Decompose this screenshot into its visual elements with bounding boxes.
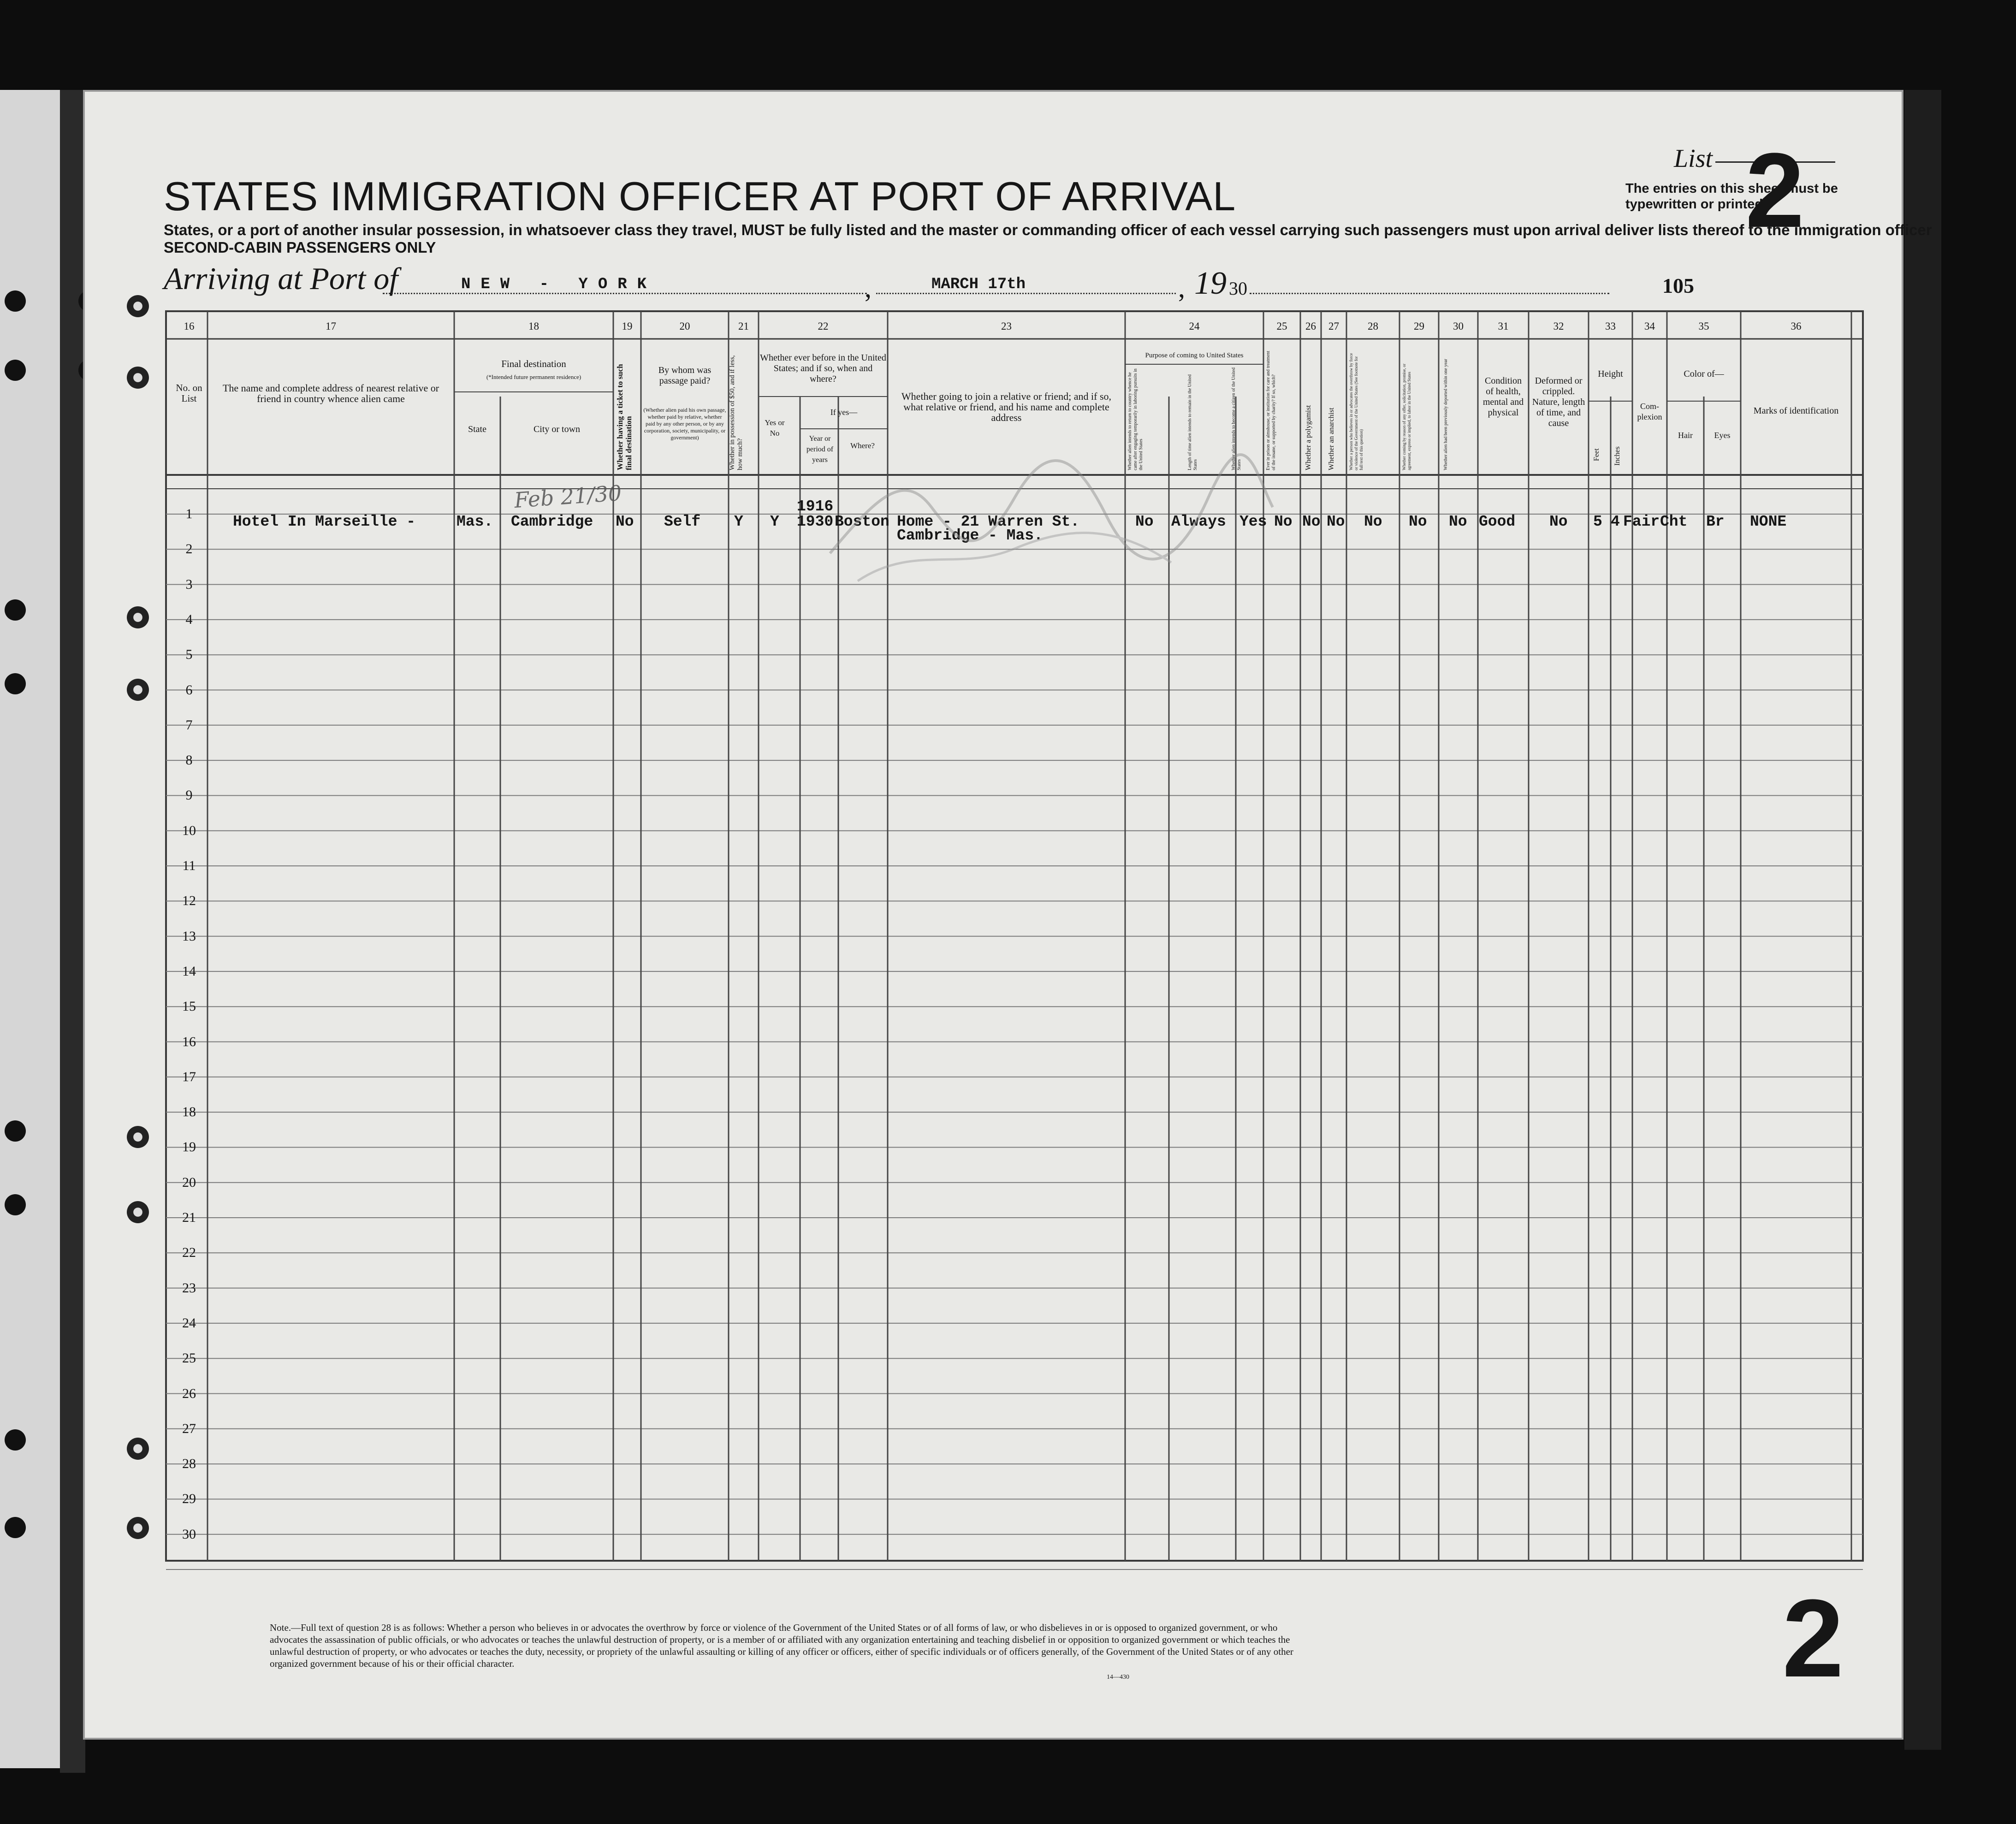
header-joining-relative: Whether going to join a relative or friend; and if so, what relative or friend, and his name and complete address (901, 391, 1112, 423)
column-number: 30 (1453, 320, 1464, 332)
row-number: 10 (182, 823, 196, 838)
column-number: 29 (1414, 320, 1424, 332)
form-code: 14—430 (1107, 1674, 1129, 1681)
corner-list-number: 2 (1782, 1576, 1844, 1700)
header-passage-paid: By whom was passage paid? (658, 365, 712, 386)
header-state: State (468, 424, 486, 434)
cell-joining-line1: Home - 21 Warren St. (897, 513, 1080, 530)
form-title: STATES IMMIGRATION OFFICER AT PORT OF ARRIVAL (164, 173, 1236, 219)
cell-polygamist: No (1302, 513, 1321, 530)
column-number: 23 (1001, 320, 1012, 332)
header-ever-before: Whether ever before in the United States; and if so, when and where? (760, 353, 886, 384)
arrival-port: NEW - YORK (461, 276, 657, 293)
typewritten-note: The entries on this sheet must be typewritten or printed. (1625, 181, 1838, 212)
column-number: 20 (679, 320, 690, 332)
header-inches: Inches (1613, 446, 1621, 466)
header-deformed: Deformed or crippled. Nature, length of time, and cause (1532, 376, 1585, 428)
column-number: 24 (1189, 320, 1200, 332)
row-number: 16 (182, 1034, 196, 1049)
cell-year-2: 1930 (797, 513, 834, 530)
header-color-of: Color of— (1684, 369, 1724, 379)
footnote-question-28: Note.—Full text of question 28 is as follows: Whether a person who believes in or advocates the overthrow by force or violence of the Government of the United States or of all forms of law, or who disbelieves in or is opposed to organized government, or who advocates the assassination of public officials, or who advocates or teaches the unlawful destruction of property, or is a member of or affiliated with any organization entertaining and teaching disbelief in or opposition to organized government or which teaches the unlawful destruction of property, or who advocates or teaches the duty, necessity, or propriety of the unlawful assaulting or killing of any officer or officers, either of specific individuals or of officers generally, of the Government of the United States or of any other organized government because of his or their official character. (270, 1622, 1293, 1669)
column-number: 35 (1698, 320, 1709, 332)
row-number: 23 (182, 1280, 196, 1296)
header-anarchist: Whether an anarchist (1328, 408, 1335, 470)
header-q30: Whether alien had been previously deported within one year (1443, 359, 1448, 470)
header-complexion: Com- plexion (1637, 402, 1662, 421)
header-year-period: Year or period of years (806, 435, 834, 464)
cell-condition: Good (1479, 513, 1516, 530)
row-number: 9 (185, 788, 193, 803)
header-prison: Ever in prison or almshouse, or institution for care and treatment of the insane, or supported by charity? If so, which? (1266, 350, 1276, 470)
arrival-date: MARCH 17th (931, 276, 1026, 293)
row-number: 2 (185, 541, 193, 557)
cell-deformed: No (1549, 513, 1568, 530)
cell-joining-line2: Cambridge - Mas. (897, 527, 1043, 544)
row-number: 25 (182, 1350, 196, 1366)
row-number: 14 (182, 963, 196, 979)
header-eyes: Eyes (1714, 431, 1731, 440)
row-number: 19 (182, 1139, 196, 1155)
column-number: 31 (1498, 320, 1509, 332)
cell-ever-before: Y (770, 513, 779, 530)
cell-ticket: No (616, 513, 634, 530)
header-become-citizen: Whether alien intends to become a citizen of the United States (1231, 367, 1242, 470)
row-number: 3 (185, 576, 193, 592)
cell-city: Cambridge (511, 513, 593, 530)
cell-inches: 4 (1611, 513, 1620, 530)
header-no-on-list: No. on List (176, 382, 202, 404)
header-feet: Feet (1593, 448, 1601, 461)
cell-hair: Cht (1660, 513, 1688, 530)
cell-q30: No (1449, 513, 1467, 530)
list-number: 2 (1745, 131, 1804, 249)
cell-where: Boston (835, 513, 889, 530)
list-label: List (1674, 144, 1713, 173)
column-number: 17 (326, 320, 336, 332)
cell-q29: No (1409, 513, 1427, 530)
row-number: 15 (182, 999, 196, 1014)
column-number: 36 (1791, 320, 1802, 332)
header-hair: Hair (1678, 431, 1693, 440)
row-number: 4 (185, 611, 193, 627)
row-number: 7 (185, 717, 193, 733)
column-number: 16 (184, 320, 195, 332)
row-number: 28 (182, 1456, 196, 1472)
faint-handwriting-scribble (821, 443, 1282, 599)
cell-prison: No (1274, 513, 1293, 530)
cell-passage-paid: Self (664, 513, 701, 530)
header-q29: Whether coming by reason of any offer, solicitation, promise, or agreement, express or implied, to labor in the United States (1402, 363, 1411, 470)
row-number: 6 (185, 682, 193, 698)
cell-state: Mas. (457, 513, 493, 530)
cell-eyes: Br (1706, 513, 1725, 530)
header-nearest-relative: The name and complete address of nearest relative or friend in country whence alien came (222, 382, 439, 404)
header-condition: Condition of health, mental and physical (1482, 376, 1524, 418)
row-number: 8 (185, 752, 193, 768)
cell-possession-50: Y (734, 513, 743, 530)
column-number: 32 (1553, 320, 1564, 332)
instruction-text: States, or a port of another insular possession, in whatsoever class they travel, MUST be fully listed and the master or commanding officer of each vessel carrying such passengers must upon arrival deliver lists thereof to the immigration officer (164, 221, 1932, 238)
row-number: 30 (182, 1526, 196, 1542)
cell-length-of-time: Always (1171, 513, 1226, 530)
page-number: 105 (1662, 274, 1694, 297)
row-number: 22 (182, 1245, 196, 1261)
header-possession-50: Whether in possession of $50, and if less, how much? (729, 355, 744, 470)
row-number: 24 (182, 1315, 196, 1331)
column-number: 28 (1368, 320, 1378, 332)
header-marks: Marks of identification (1753, 406, 1839, 416)
header-q28: Whether a person who believes in or advocates the overthrow by force or violence of the Government of the United States (See footnote for full text of this question) (1349, 353, 1364, 470)
cell-nearest-relative: Hotel In Marseille - (233, 513, 416, 530)
header-where: Where? (850, 441, 875, 450)
row-number: 11 (182, 858, 196, 873)
row-number: 20 (182, 1174, 196, 1190)
header-final-destination-note: (*Intended future permanent residence) (486, 373, 581, 380)
header-length-of-time: Length of time alien intends to remain in the United States (1187, 374, 1198, 470)
arriving-label: Arriving at Port of (164, 261, 398, 296)
header-yes-no: Yes or No (765, 418, 785, 438)
comma-separator: , (1178, 272, 1185, 303)
cell-year-1: 1916 (797, 498, 834, 515)
row-number: 26 (182, 1386, 196, 1401)
row-number: 12 (182, 893, 196, 909)
column-number: 26 (1305, 320, 1316, 332)
column-number: 34 (1644, 320, 1655, 332)
header-city: City or town (533, 424, 581, 434)
header-passage-paid-note: (Whether alien paid his own passage, whether paid by relative, whether paid by any other person, or by any corporation, society, municipality, or government) (643, 407, 726, 441)
column-number: 21 (738, 320, 749, 332)
cell-anarchist: No (1327, 513, 1345, 530)
header-height: Height (1598, 369, 1623, 379)
column-number: 18 (528, 320, 539, 332)
row-number: 21 (182, 1210, 196, 1225)
header-if-yes: If yes— (830, 408, 858, 417)
cell-complexion: Fair (1623, 513, 1660, 530)
cell-q28: No (1364, 513, 1382, 530)
column-number: 33 (1605, 320, 1616, 332)
header-final-destination: Final destination (501, 358, 566, 369)
row-number: 1 (185, 506, 193, 521)
header-ticket: Whether having a ticket to such final destination (616, 364, 633, 470)
year-suffix: 30 (1229, 278, 1247, 299)
row-number: 27 (182, 1421, 196, 1436)
row-number: 5 (185, 647, 193, 663)
passenger-class: SECOND-CABIN PASSENGERS ONLY (164, 239, 436, 256)
header-purpose: Purpose of coming to United States (1145, 352, 1244, 359)
row-number: 18 (182, 1104, 196, 1120)
handwritten-date-note: Feb 21/30 (513, 480, 623, 513)
cell-purpose-return: No (1135, 513, 1154, 530)
column-number: 22 (818, 320, 829, 332)
row-number: 17 (182, 1069, 196, 1084)
cell-marks: NONE (1750, 513, 1787, 530)
column-number: 19 (622, 320, 633, 332)
row-number: 29 (182, 1491, 196, 1507)
header-polygamist: Whether a polygamist (1304, 405, 1312, 470)
cell-become-citizen: Yes (1239, 513, 1267, 530)
comma-separator: , (865, 272, 872, 303)
year-prefix: 19 (1194, 266, 1227, 301)
column-number: 25 (1276, 320, 1287, 332)
row-number: 13 (182, 928, 196, 944)
column-number: 27 (1328, 320, 1339, 332)
header-purpose-return: Whether alien intends to return to country whence he came after engaging temporarily in laboring pursuits in the United States (1127, 368, 1144, 470)
cell-feet: 5 (1593, 513, 1602, 530)
